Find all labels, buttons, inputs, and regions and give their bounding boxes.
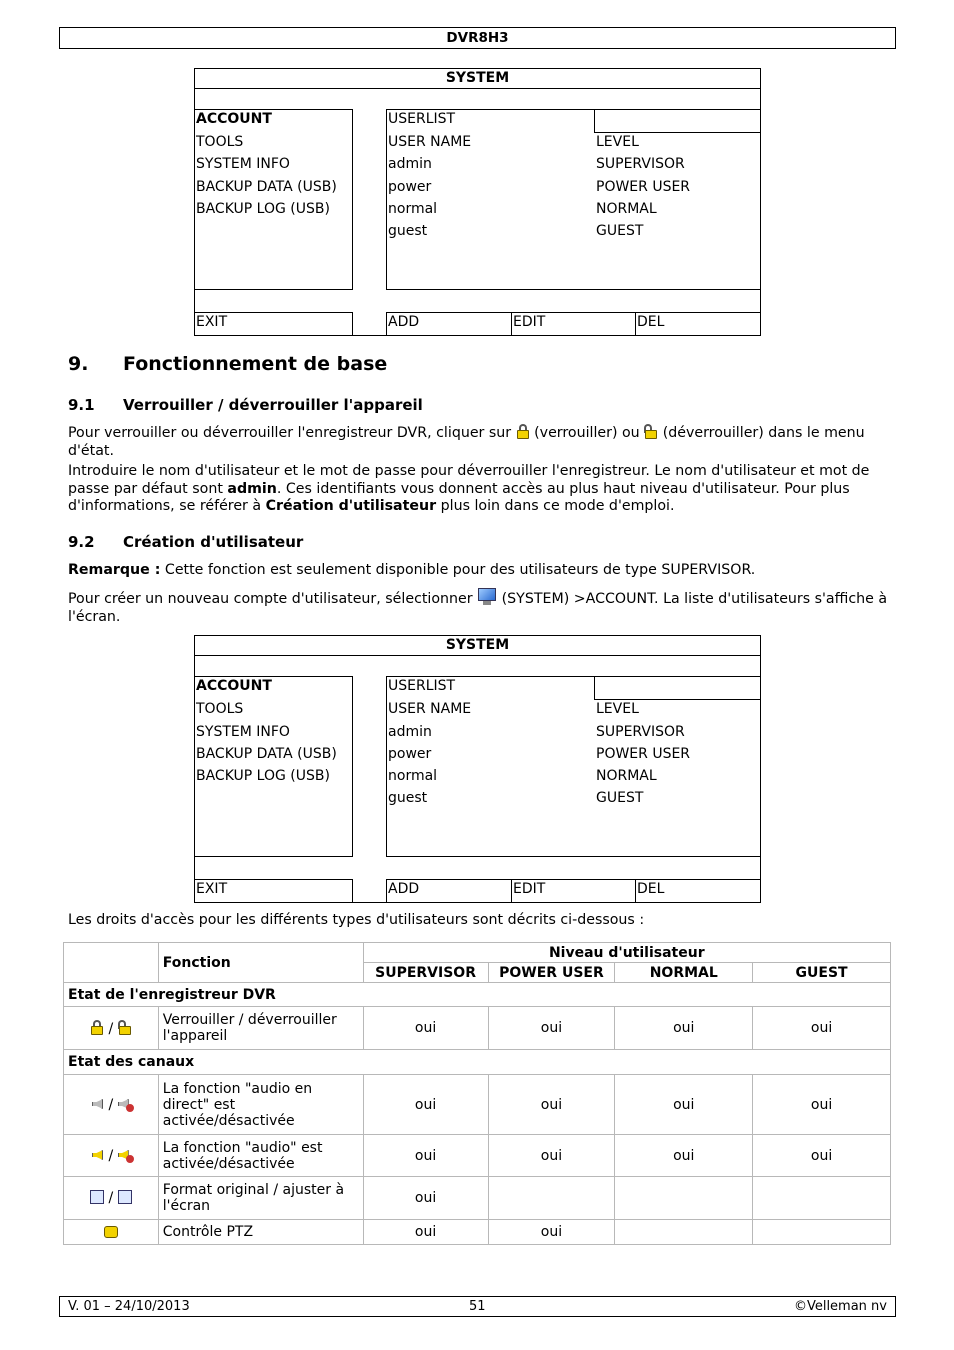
unlock-icon (644, 424, 658, 439)
cell-supervisor: oui (363, 1177, 488, 1220)
system-panel-1 (194, 68, 761, 336)
section-channel-status: Etat des canaux (64, 1050, 891, 1075)
col-level: LEVEL (596, 134, 639, 150)
exit-button-label: EXIT (196, 881, 228, 897)
user-level: NORMAL (596, 201, 657, 217)
icon-cell: / (64, 1075, 159, 1135)
function-label: Verrouiller / déverrouiller l'appareil (158, 1007, 363, 1050)
user-level: SUPERVISOR (596, 724, 685, 740)
icon-cell: / (64, 1177, 159, 1220)
original-size-icon (90, 1190, 104, 1204)
function-label: Format original / ajuster à l'écran (158, 1177, 363, 1220)
function-label: La fonction "audio en direct" est activée/désactivée (158, 1075, 363, 1135)
icon-cell (64, 1220, 159, 1245)
paragraph-remark: Remarque : Cette fonction est seulement disponible pour des utilisateurs de type SUPERVISOR. (68, 562, 756, 578)
section-9-1-heading: 9.1 Verrouiller / déverrouiller l'appareil (68, 396, 423, 414)
user-level: GUEST (596, 790, 644, 806)
system-monitor-icon (477, 587, 497, 606)
menu-item-backup-log[interactable]: BACKUP LOG (USB) (196, 768, 330, 784)
menu-item-system-info[interactable]: SYSTEM INFO (196, 724, 290, 740)
userlist-tab-notch (594, 676, 761, 700)
userlist-label: USERLIST (388, 678, 456, 694)
userlist-tab-notch (594, 109, 761, 133)
panel-title: SYSTEM (445, 637, 510, 653)
user-name[interactable]: normal (388, 768, 438, 784)
col-user-name: USER NAME (388, 134, 472, 150)
speaker-icon (92, 1096, 104, 1111)
cell-power-user: oui (488, 1135, 615, 1177)
table-row (64, 1135, 891, 1177)
cell-power-user: oui (488, 1220, 615, 1245)
page-header (59, 27, 896, 49)
col-guest: GUEST (753, 963, 891, 983)
add-button-label: ADD (388, 881, 420, 897)
user-name[interactable]: power (388, 746, 432, 762)
user-name[interactable]: power (388, 179, 432, 195)
page-footer (59, 1296, 896, 1317)
menu-item-tools[interactable]: TOOLS (196, 134, 244, 150)
cell-normal: oui (615, 1007, 753, 1050)
paragraph-rights-intro: Les droits d'accès pour les différents types d'utilisateurs sont décrits ci-dessous : (68, 912, 645, 928)
section-9-heading: 9. Fonctionnement de base (68, 353, 388, 375)
cell-power-user: oui (488, 1075, 615, 1135)
user-name[interactable]: guest (388, 790, 428, 806)
audio-on-icon (92, 1147, 104, 1162)
user-name[interactable]: normal (388, 201, 438, 217)
model-name: DVR8H3 (446, 30, 509, 46)
col-user-level: Niveau d'utilisateur (363, 943, 890, 963)
icon-cell: / (64, 1135, 159, 1177)
ptz-icon (104, 1226, 118, 1238)
cell-normal (615, 1220, 753, 1245)
user-level: POWER USER (596, 179, 691, 195)
section-9-2-heading: 9.2 Création d'utilisateur (68, 533, 304, 551)
cell-supervisor: oui (363, 1075, 488, 1135)
cell-normal: oui (615, 1075, 753, 1135)
menu-item-account[interactable]: ACCOUNT (196, 111, 272, 127)
cell-supervisor: oui (363, 1007, 488, 1050)
table-row (64, 1220, 891, 1245)
edit-button-label: EDIT (513, 314, 546, 330)
col-function: Fonction (158, 943, 363, 983)
panel-title: SYSTEM (445, 70, 510, 86)
access-rights-table (63, 942, 891, 1245)
user-level: GUEST (596, 223, 644, 239)
menu-item-system-info[interactable]: SYSTEM INFO (196, 156, 290, 172)
footer-copyright: ©Velleman nv (793, 1299, 887, 1314)
cell-guest: oui (753, 1075, 891, 1135)
cell-power-user: oui (488, 1007, 615, 1050)
cell-normal: oui (615, 1135, 753, 1177)
userlist-label: USERLIST (388, 111, 456, 127)
menu-item-account[interactable]: ACCOUNT (196, 678, 272, 694)
col-level: LEVEL (596, 701, 639, 717)
cell-power-user (488, 1177, 615, 1220)
cell-guest: oui (753, 1007, 891, 1050)
empty-corner (64, 943, 159, 983)
menu-item-backup-log[interactable]: BACKUP LOG (USB) (196, 201, 330, 217)
cell-guest (753, 1220, 891, 1245)
table-row (64, 1007, 891, 1050)
section-dvr-status: Etat de l'enregistreur DVR (64, 983, 891, 1007)
unlock-icon (118, 1020, 132, 1035)
menu-item-backup-data[interactable]: BACKUP DATA (USB) (196, 179, 337, 195)
add-button-label: ADD (388, 314, 420, 330)
col-power-user: POWER USER (488, 963, 615, 983)
menu-item-tools[interactable]: TOOLS (196, 701, 244, 717)
cell-guest (753, 1177, 891, 1220)
col-normal: NORMAL (615, 963, 753, 983)
lock-icon (516, 424, 530, 439)
cell-guest: oui (753, 1135, 891, 1177)
del-button-label: DEL (637, 314, 665, 330)
cell-supervisor: oui (363, 1135, 488, 1177)
audio-off-icon (118, 1147, 130, 1162)
icon-cell: / (64, 1007, 159, 1050)
user-name[interactable]: admin (388, 724, 432, 740)
footer-version: V. 01 – 24/10/2013 (68, 1299, 190, 1314)
edit-button-label: EDIT (513, 881, 546, 897)
user-level: POWER USER (596, 746, 691, 762)
fit-screen-icon (118, 1190, 132, 1204)
user-level: NORMAL (596, 768, 657, 784)
paragraph-credentials: Introduire le nom d'utilisateur et le mot de passe pour déverrouiller l'enregistreur. Le nom d'utilisateur et mot de passe par défaut sont admin. Ces identifiants vous donnent accès au plus haut niveau d'utilisateur. Pour plus d'informations, se référer à Création d'utilisateur plus loin dans ce mode d'emploi. (68, 463, 870, 514)
cell-supervisor: oui (363, 1220, 488, 1245)
menu-item-backup-data[interactable]: BACKUP DATA (USB) (196, 746, 337, 762)
paragraph-create-user: Pour créer un nouveau compte d'utilisateur, sélectionner (SYSTEM) >ACCOUNT. La liste d'utilisateurs s'affiche à l'écran. (68, 587, 888, 626)
col-supervisor: SUPERVISOR (363, 963, 488, 983)
cell-normal (615, 1177, 753, 1220)
system-panel-2 (194, 635, 761, 903)
user-name[interactable]: guest (388, 223, 428, 239)
lock-icon (90, 1020, 104, 1035)
table-row (64, 1177, 891, 1220)
speaker-muted-icon (118, 1096, 130, 1111)
del-button-label: DEL (637, 881, 665, 897)
col-user-name: USER NAME (388, 701, 472, 717)
footer-page-number: 51 (469, 1299, 486, 1314)
paragraph-lock: Pour verrouiller ou déverrouiller l'enregistreur DVR, cliquer sur (verrouiller) ou (déverrouiller) dans le menu d'état. (68, 425, 865, 459)
function-label: La fonction "audio" est activée/désactivée (158, 1135, 363, 1177)
function-label: Contrôle PTZ (158, 1220, 363, 1245)
exit-button-label: EXIT (196, 314, 228, 330)
user-name[interactable]: admin (388, 156, 432, 172)
user-level: SUPERVISOR (596, 156, 685, 172)
table-row (64, 1075, 891, 1135)
